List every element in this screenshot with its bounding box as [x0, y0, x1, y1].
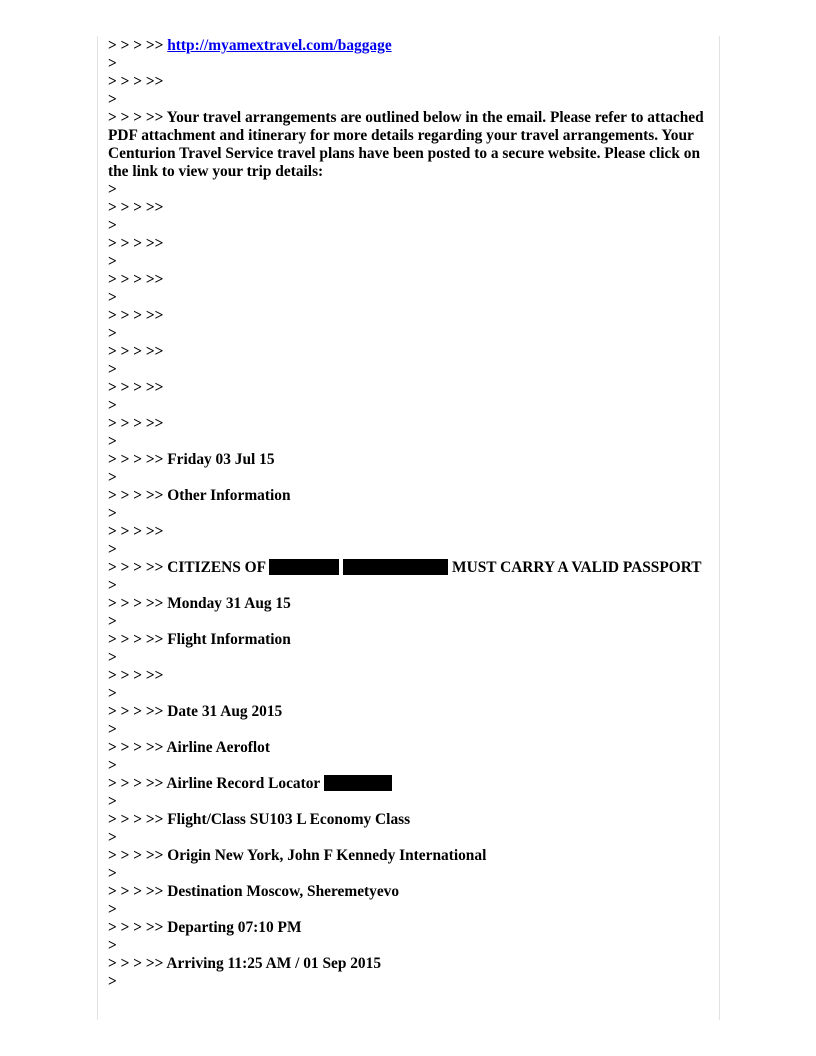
quoted-line-flight-date: > > > >> Date 31 Aug 2015	[108, 703, 283, 720]
quoted-line-monday-date: > > > >> Monday 31 Aug 15	[108, 595, 291, 612]
quote-prefix-line: > > > >>	[108, 271, 168, 288]
right-margin-rule	[719, 36, 720, 1020]
quote-prefix-line: > > > >>	[108, 667, 168, 684]
monday-date: Monday 31 Aug 15	[167, 595, 291, 612]
flight-origin: Origin New York, John F Kennedy International	[167, 847, 487, 864]
quote-marker: >	[108, 55, 117, 72]
flight-class: Flight/Class SU103 L Economy Class	[167, 811, 411, 828]
flight-destination: Destination Moscow, Sheremetyevo	[167, 883, 400, 900]
flight-departing: Departing 07:10 PM	[167, 919, 302, 936]
flight-info-heading: Flight Information	[167, 631, 291, 648]
quote-prefix-line: > > > >>	[108, 523, 168, 540]
quote-prefix-line: > > > >>	[108, 307, 168, 324]
quote-prefix-line: > > > >>	[108, 199, 168, 216]
quote-marker: >	[108, 577, 117, 594]
quote-marker: >	[108, 685, 117, 702]
friday-date: Friday 03 Jul 15	[167, 451, 275, 468]
quote-prefix-line: > > > >>	[108, 379, 168, 396]
baggage-link[interactable]: http://myamextravel.com/baggage	[167, 37, 392, 54]
quoted-line-flight-class: > > > >> Flight/Class SU103 L Economy Class	[108, 811, 411, 828]
email-body	[108, 37, 708, 991]
left-margin-rule	[97, 36, 98, 1020]
quoted-line-baggage-link: > > > >> http://myamextravel.com/baggage	[108, 37, 392, 54]
quote-marker: >	[108, 469, 117, 486]
quote-marker: >	[108, 757, 117, 774]
quote-marker: >	[108, 865, 117, 882]
quote-marker: >	[108, 829, 117, 846]
quoted-line-other-info: > > > >> Other Information	[108, 487, 291, 504]
quote-marker: >	[108, 91, 117, 108]
quote-marker: >	[108, 325, 117, 342]
quote-marker: >	[108, 973, 117, 990]
quote-marker: >	[108, 505, 117, 522]
quoted-line-friday-date: > > > >> Friday 03 Jul 15	[108, 451, 275, 468]
quote-marker: >	[108, 181, 117, 198]
quoted-line-origin: > > > >> Origin New York, John F Kennedy International	[108, 847, 487, 864]
quoted-line-intro: > > > >> Your travel arrangements are outlined below in the email. Please refer to attached PDF attachment and itinerary for more details regarding your travel arrangements. Your Centurion Travel Service travel plans have been posted to a secure website. Please click on the link to view your trip details:	[108, 109, 708, 180]
flight-arriving: Arriving 11:25 AM / 01 Sep 2015	[166, 955, 382, 972]
quote-marker: >	[108, 721, 117, 738]
quote-marker: >	[108, 433, 117, 450]
quote-marker: >	[108, 793, 117, 810]
quoted-line-destination: > > > >> Destination Moscow, Sheremetyevo	[108, 883, 400, 900]
flight-date: Date 31 Aug 2015	[167, 703, 283, 720]
record-locator-label: Airline Record Locator	[166, 775, 320, 792]
quote-marker: >	[108, 397, 117, 414]
quote-prefix-line: > > > >>	[108, 343, 168, 360]
quote-marker: >	[108, 253, 117, 270]
intro-text: Your travel arrangements are outlined below in the email. Please refer to attached PDF attachment and itinerary for more details regarding your travel arrangements. Your Centurion Travel Service travel plans have been posted to a secure website. Please click on the link to view your trip details:	[108, 109, 708, 180]
quote-marker: >	[108, 901, 117, 918]
quote-marker: >	[108, 937, 117, 954]
redaction-box	[324, 775, 392, 791]
redaction-box	[343, 559, 448, 575]
quote-marker: >	[108, 289, 117, 306]
quote-marker: >	[108, 613, 117, 630]
quoted-line-airline: > > > >> Airline Aeroflot	[108, 739, 270, 756]
quote-prefix-line: > > > >>	[108, 235, 168, 252]
quote-prefix-line: > > > >>	[108, 73, 168, 90]
redaction-box	[269, 559, 339, 575]
quote-prefix-line: > > > >>	[108, 415, 168, 432]
quote-marker: >	[108, 361, 117, 378]
quoted-line-flight-info: > > > >> Flight Information	[108, 631, 291, 648]
quoted-line-arriving: > > > >> Arriving 11:25 AM / 01 Sep 2015	[108, 955, 382, 972]
citizens-post: MUST CARRY A VALID PASSPORT	[452, 559, 702, 576]
quoted-line-departing: > > > >> Departing 07:10 PM	[108, 919, 302, 936]
quote-marker: >	[108, 217, 117, 234]
quote-marker: >	[108, 541, 117, 558]
quoted-line-citizens: > > > >> CITIZENS OF MUST CARRY A VALID PASSPORT	[108, 559, 702, 576]
quoted-line-record-locator: > > > >> Airline Record Locator	[108, 775, 708, 793]
citizens-pre: CITIZENS OF	[167, 559, 266, 576]
flight-airline: Airline Aeroflot	[166, 739, 270, 756]
other-info-heading: Other Information	[167, 487, 291, 504]
quote-marker: >	[108, 649, 117, 666]
